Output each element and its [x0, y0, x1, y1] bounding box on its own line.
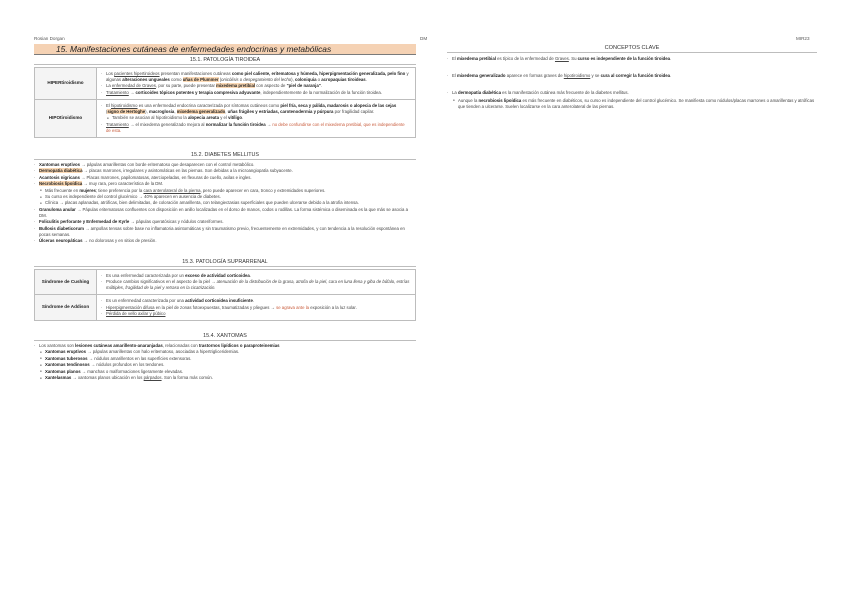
list-item: · Los xantomas son lesiones cutáneas amarillento-anaranjadas, relacionadas con trastornos lipídicos o paraproteinemias [34, 343, 416, 349]
list-item: ● Xantelasmas → xantomas planos ubicación en los párpados. Son la forma más común. [34, 375, 416, 381]
list-item: · Es una enfermedad caracterizada por un exceso de actividad corticoidea. [101, 273, 410, 279]
list-item: · Necrobiosis lipoídica → muy rara, pero característica de la DM. [34, 181, 416, 187]
list-item: ● Aunque la necrobiosis lipoídica es más frecuente en diabéticos, su curso es independiente del control glucémico. Se manifiesta como nódulos/placas marrones o amarillentas y atróficas que tienden a ulcerarse. Suelen localizarse en la cara anterolateral de las piernas. [447, 98, 817, 110]
row-label-cushing: Síndrome de Cushing [35, 269, 97, 295]
key-concepts-list [447, 56, 817, 110]
right-column [447, 44, 817, 110]
list-item: · Acantosis nigricans → Placas marrones, papilomatosas, aterciopeladas, en flexuras de cuello, axilas e ingles. [34, 175, 416, 181]
list-item: · Pérdida de vello axilar y púbico [101, 311, 410, 317]
list-item: ● Xantomas eruptivos → pápulas amarillentas con halo eritematoso, asociadas a hipertrigliceridemias. [34, 349, 416, 355]
header-author: Rosian Dorgan [34, 36, 65, 41]
row-content-hyper [97, 68, 416, 100]
left-column [34, 44, 416, 381]
thyroid-table [34, 67, 416, 138]
row-content-addison [97, 295, 416, 321]
list-item: · Granuloma anular → Pápulas eritematosas confluentes con disposición en anillo localizadas en el dorso de manos, codos o rodillas. La forma sistémica o diseminada es la que más se asocia a DM. [34, 207, 416, 219]
list-item: ● Su curso es independiente del control glucémico → 40% aparecen en ausencia de diabetes. [34, 194, 416, 200]
header-right: MIR23 [796, 36, 810, 41]
list-item: ● Xantomas tuberosos → nódulos amarillentos en las superficies extensoras. [34, 356, 416, 362]
list-item: ● Xantomas tendinosos → nódulos profundos en los tendones. [34, 362, 416, 368]
list-item: ● Más frecuente en mujeres; tiene preferencia por la cara anterolateral de la pierna, pero puede aparecer en cara, tronco y extremidades superiores. [34, 188, 416, 194]
list-item: · Xantomas eruptivos → pápulas amarillentas con borde eritematoso que desaparecen con el control metabólico. [34, 162, 416, 168]
list-item: ● También se asocian al hipotiroidismo la alopecia areata y el vitíligo. [101, 115, 410, 121]
xantomas-list [34, 343, 416, 381]
list-item: · Úlceras neuropáticas → no dolorosas y en sitios de presión. [34, 238, 416, 244]
list-item: · Los pacientes hipertiroideos presentan manifestaciones cutáneas como piel caliente, eritematosa y húmeda, hiperpigmentación generalizada, pelo fino y algunas alteraciones ungueales como uñas de Plummer (onicólisis o despegamiento del lecho), coloniquia o acropaquias tiroideas. [101, 71, 410, 83]
list-item: · Hiperpigmentación difusa en la piel de zonas fotoexpuestas, traumatizadas y pliegues → se agrava ante la exposición a la luz solar. [101, 305, 410, 311]
list-item: · El mixedema pretibial es típico de la enfermedad de Graves. Su curso es independiente de la función tiroidea. [447, 56, 817, 62]
row-label-hypo: HIPOtiroidismo [35, 99, 97, 137]
table-row [35, 269, 416, 295]
section-title-tiroidea: 15.1. PATOLOGÍA TIROIDEA [34, 56, 416, 65]
list-item: · Tratamiento → corticoides tópicos potentes y terapia compresiva adyuvante, independientemente de la normalización de la función tiroidea. [101, 90, 410, 96]
row-label-addison: Síndrome de Addison [35, 295, 97, 321]
key-concepts-title: CONCEPTOS CLAVE [447, 44, 817, 53]
list-item: · Dermopatía diabética → placas marrones, irregulares y asintomáticas en las piernas. Son debidas a la microangiopatía subyacente. [34, 168, 416, 174]
table-row [35, 68, 416, 100]
diabetes-list [34, 162, 416, 245]
chapter-title: 15. Manifestaciones cutáneas de enfermedades endocrinas y metabólicas [34, 44, 416, 55]
table-row [35, 99, 416, 137]
list-item: ● Xantomas planos → manchas o malformaciones ligeramente elevadas. [34, 369, 416, 375]
table-row [35, 295, 416, 321]
list-item: ● Clínica → placas aplanadas, atróficas, bien delimitadas, de coloración amarillenta, con telangiectasias superficiales que pueden ulcerarse debido a la atrofia intensa. [34, 200, 416, 206]
list-item: · Produce cambios significativos en el aspecto de la piel → atenuación de la distribución de la grasa, atrofia de la piel, cara en luna llena y giba de búfalo, estrías múltiples, fragilidad de la piel y retraso en la cicatrización. [101, 279, 410, 291]
list-item: · La enfermedad de Graves, por su parte, puede presentar mixedema pretibial con aspecto de "piel de naranja". [101, 83, 410, 89]
section-title-suprarrenal: 15.3. PATOLOGÍA SUPRARRENAL [34, 258, 416, 267]
list-item: · Bullosis diabeticorum → ampollas tensas sobre base no inflamatoria asintomáticas y sin traumatismo previo, frecuentemente en extremidades, y con tendencia a la resolución espontánea en pocas semanas. [34, 226, 416, 238]
section-title-xantomas: 15.4. XANTOMAS [34, 332, 416, 341]
adrenal-table [34, 269, 416, 321]
row-content-cushing [97, 269, 416, 295]
list-item: · El hipotiroidismo es una enfermedad endocrina caracterizada por síntomas cutáneos como piel fría, seca y pálida, madarosis o alopecia de las cejassigno de Hertoghe), macroglosia, mixedema generalizado, uñas frágiles y estriadas, carotenodermia y púrpura por fragilidad capilar. [101, 103, 410, 115]
row-label-hyper: HIPERtiroidismo [35, 68, 97, 100]
list-item: · Foliculitis perforante y Enfermedad de Kyrle → pápulas queratósicas y nódulos crateriformes. [34, 219, 416, 225]
list-item: · Es un enfermedad caracterizada por una actividad corticoidea insuficiente. [101, 298, 410, 304]
list-item: · Tratamiento → el mixedema generalizado mejora al normalizar la función tiroidea → no debe confundirse con el mixedema pretibial, que es independiente de esta. [101, 122, 410, 134]
section-title-diabetes: 15.2. DIABETES MELLITUS [34, 151, 416, 160]
header-center: DM [420, 36, 428, 41]
row-content-hypo [97, 99, 416, 137]
list-item: · La dermopatía diabética es la manifestación cutánea más frecuente de la diabetes mellitus. [447, 90, 817, 96]
list-item: · El mixedema generalizado aparece en formas graves de hipotiroidismo y se cura al corregir la función tiroidea. [447, 73, 817, 79]
